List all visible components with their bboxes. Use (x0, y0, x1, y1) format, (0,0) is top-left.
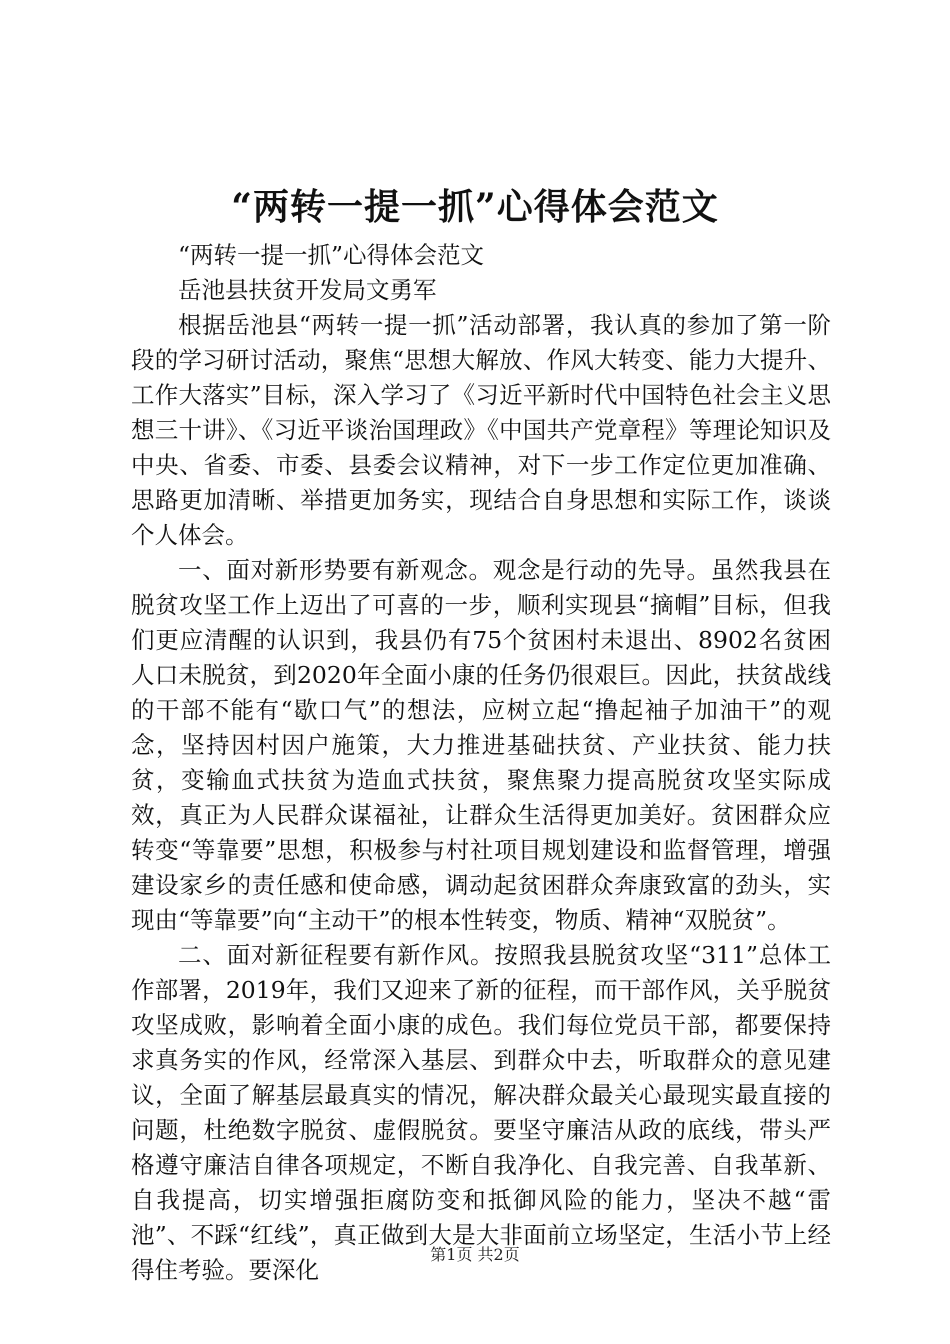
page-number-footer: 第1页 共2页 (430, 1245, 520, 1264)
document-title: “两转一提一抓”心得体会范文 (231, 186, 719, 228)
paragraph-author: 岳池县扶贫开发局文勇军 (178, 276, 437, 304)
paragraph-section-2: 二、面对新征程要有新作风。按照我县脱贫攻坚“311”总体工作部署，2019年，我们又迎来了新的征程，而干部作风，关乎脱贫攻坚成败，影响着全面小康的成色。我们每位党员干部，都要保持求真务实的作风，经常深入基层、到群众中去，听取群众的意见建议，全面了解基层最真实的情况，解决群众最关心最现实最直接的问题，杜绝数字脱贫、虚假脱贫。要坚守廉洁从政的底线，带头严格遵守廉洁自律各项规定，不断自我净化、自我完善、自我革新、自我提高，切实增强拒腐防变和抵御风险的能力，坚决不越“雷池”、不踩“红线”，真正做到大是大非面前立场坚定，生活小节上经得住考验。要深化 (131, 941, 831, 1284)
paragraph-intro: 根据岳池县“两转一提一抓”活动部署，我认真的参加了第一阶段的学习研讨活动，聚焦“思想大解放、作风大转变、能力大提升、工作大落实”目标，深入学习了《习近平新时代中国特色社会主义思想三十讲》、《习近平谈治国理政》《中国共产党章程》等理论知识及中央、省委、市委、县委会议精神，对下一步工作定位更加准确、思路更加清晰、举措更加务实，现结合自身思想和实际工作，谈谈个人体会。 (131, 311, 831, 549)
paragraph-section-1: 一、面对新形势要有新观念。观念是行动的先导。虽然我县在脱贫攻坚工作上迈出了可喜的一步，顺利实现县“摘帽”目标，但我们更应清醒的认识到，我县仍有75个贫困村未退出、8902名贫困人口未脱贫，到2020年全面小康的任务仍很艰巨。因此，扶贫战线的干部不能有“歇口气”的想法，应树立起“撸起袖子加油干”的观念，坚持因村因户施策，大力推进基础扶贫、产业扶贫、能力扶贫，变输血式扶贫为造血式扶贫，聚焦聚力提高脱贫攻坚实际成效，真正为人民群众谋福祉，让群众生活得更加美好。贫困群众应转变“等靠要”思想，积极参与村社项目规划建设和监督管理，增强建设家乡的责任感和使命感，调动起贫困群众奔康致富的劲头，实现由“等靠要”向“主动干”的根本性转变，物质、精神“双脱贫”。 (131, 556, 831, 934)
paragraph-subtitle: “两转一提一抓”心得体会范文 (178, 241, 485, 269)
document-body (131, 238, 831, 1288)
